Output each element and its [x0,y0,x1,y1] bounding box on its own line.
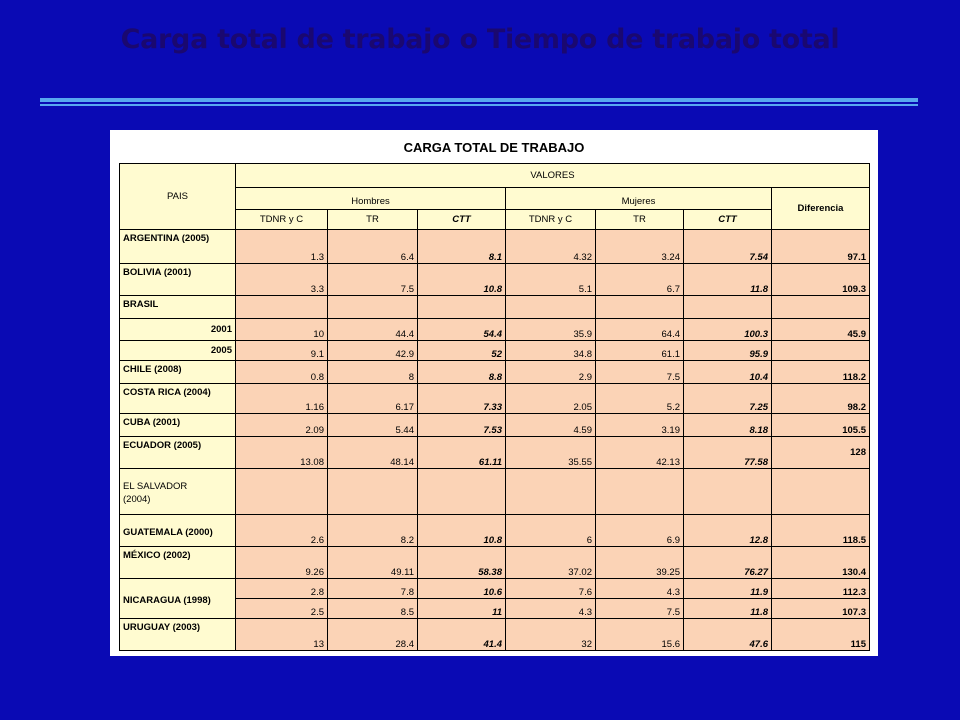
cell: 13 [236,619,328,651]
cell: 118.2 [772,361,870,384]
cell [684,296,772,319]
cell: 11.8 [684,264,772,296]
cell: 61.1 [596,341,684,361]
cell: 7.54 [684,230,772,264]
cell [772,296,870,319]
cell: 48.14 [328,437,418,469]
cell: 64.4 [596,319,684,341]
row-label: NICARAGUA (1998) [120,579,236,619]
table-row [120,469,870,515]
cell: 107.3 [772,599,870,619]
table-row [120,319,870,341]
cell: 7.53 [418,414,506,437]
slide-title: Carga total de trabajo o Tiempo de trabajo total [120,24,840,55]
cell: 5.44 [328,414,418,437]
row-label: BOLIVIA (2001) [120,264,236,296]
cell: 35.55 [506,437,596,469]
cell: 4.3 [506,599,596,619]
cell [506,296,596,319]
cell [684,469,772,515]
row-label [120,469,236,515]
cell: 2.5 [236,599,328,619]
table-row [120,384,870,414]
table-row [120,515,870,547]
cell: 8 [328,361,418,384]
cell: 109.3 [772,264,870,296]
table-row [120,437,870,469]
cell: 13.08 [236,437,328,469]
cell: 7.8 [328,579,418,599]
cell: 0.8 [236,361,328,384]
cell: 1.16 [236,384,328,414]
cell: 6 [506,515,596,547]
cell: 9.1 [236,341,328,361]
cell [418,469,506,515]
col-header: CTT [684,210,772,230]
cell: 7.5 [596,599,684,619]
cell: 77.58 [684,437,772,469]
cell: 7.33 [418,384,506,414]
cell: 7.25 [684,384,772,414]
cell: 8.1 [418,230,506,264]
cell: 10.8 [418,515,506,547]
cell: 98.2 [772,384,870,414]
table-row [120,414,870,437]
cell [236,469,328,515]
cell: 5.2 [596,384,684,414]
cell: 6.7 [596,264,684,296]
row-year-label: 2005 [120,341,236,361]
cell: 10.4 [684,361,772,384]
cell: 7.5 [328,264,418,296]
cell [328,469,418,515]
cell: 100.3 [684,319,772,341]
cell: 2.05 [506,384,596,414]
cell: 61.11 [418,437,506,469]
cell: 45.9 [772,319,870,341]
cell: 10.8 [418,264,506,296]
header-valores: VALORES [236,164,870,188]
cell: 2.8 [236,579,328,599]
col-header: TDNR y C [236,210,328,230]
cell [596,469,684,515]
row-label: BRASIL [120,296,236,319]
table-row [120,296,870,319]
row-label-line: (2004) [123,494,151,505]
cell: 2.9 [506,361,596,384]
table-row [120,264,870,296]
cell: 118.5 [772,515,870,547]
cell: 44.4 [328,319,418,341]
cell: 4.3 [596,579,684,599]
row-label: ARGENTINA (2005) [120,230,236,264]
cell: 2.09 [236,414,328,437]
cell: 10 [236,319,328,341]
cell: 6.9 [596,515,684,547]
cell: 5.1 [506,264,596,296]
cell: 3.19 [596,414,684,437]
table-row [120,547,870,579]
cell [418,296,506,319]
col-header: TDNR y C [506,210,596,230]
cell: 35.9 [506,319,596,341]
cell: 3.3 [236,264,328,296]
cell: 34.8 [506,341,596,361]
row-label: GUATEMALA (2000) [120,515,236,547]
cell: 9.26 [236,547,328,579]
cell: 112.3 [772,579,870,599]
cell [328,296,418,319]
cell: 12.8 [684,515,772,547]
title-divider [40,98,918,102]
header-diferencia: Diferencia [772,188,870,230]
cell: 4.32 [506,230,596,264]
table-row [120,341,870,361]
row-label: ECUADOR (2005) [120,437,236,469]
row-label: COSTA RICA (2004) [120,384,236,414]
cell: 4.59 [506,414,596,437]
cell [772,469,870,515]
cell [506,469,596,515]
work-load-table [119,163,870,651]
cell: 7.5 [596,361,684,384]
cell: 11 [418,599,506,619]
cell: 58.38 [418,547,506,579]
cell: 54.4 [418,319,506,341]
cell: 2.6 [236,515,328,547]
cell: 39.25 [596,547,684,579]
table-row [120,230,870,264]
cell [596,296,684,319]
cell [236,296,328,319]
cell: 95.9 [684,341,772,361]
cell: 10.6 [418,579,506,599]
title-divider-thin [40,104,918,106]
cell: 7.6 [506,579,596,599]
row-year-label: 2001 [120,319,236,341]
header-hombres: Hombres [236,188,506,210]
cell: 6.17 [328,384,418,414]
cell: 8.2 [328,515,418,547]
row-label: URUGUAY (2003) [120,619,236,651]
cell: 130.4 [772,547,870,579]
table-row [120,579,870,599]
cell: 8.5 [328,599,418,619]
row-label-line: EL SALVADOR [123,481,188,492]
cell: 76.27 [684,547,772,579]
header-pais: PAIS [120,164,236,230]
cell: 3.24 [596,230,684,264]
cell: 28.4 [328,619,418,651]
cell: 1.3 [236,230,328,264]
cell: 115 [772,619,870,651]
cell: 8.8 [418,361,506,384]
col-header: TR [596,210,684,230]
table-title: CARGA TOTAL DE TRABAJO [403,140,585,155]
cell: 15.6 [596,619,684,651]
header-mujeres: Mujeres [506,188,772,210]
cell: 52 [418,341,506,361]
table-row [120,361,870,384]
cell: 42.9 [328,341,418,361]
cell: 105.5 [772,414,870,437]
cell: 42.13 [596,437,684,469]
cell: 8.18 [684,414,772,437]
cell: 32 [506,619,596,651]
col-header: CTT [418,210,506,230]
cell: 11.8 [684,599,772,619]
table-row [120,619,870,651]
row-label: CUBA (2001) [120,414,236,437]
cell: 47.6 [684,619,772,651]
cell: 128 [772,437,870,469]
cell: 41.4 [418,619,506,651]
cell: 6.4 [328,230,418,264]
col-header: TR [328,210,418,230]
cell: 11.9 [684,579,772,599]
cell: 97.1 [772,230,870,264]
cell [772,341,870,361]
row-label: MÉXICO (2002) [120,547,236,579]
cell: 37.02 [506,547,596,579]
row-label: CHILE (2008) [120,361,236,384]
cell: 49.11 [328,547,418,579]
